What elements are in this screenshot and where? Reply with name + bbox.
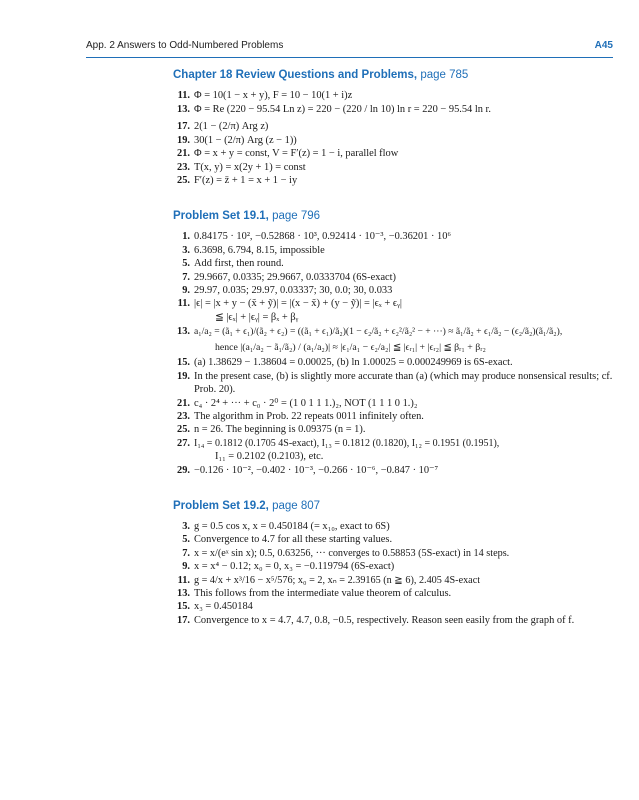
answer-item: 21. c₄ · 2⁴ + ··· + c₀ · 2⁰ = (1 0 1 1 1.)₂, NOT (1 1 1 0 1.)₂ <box>177 397 418 409</box>
answer-item: 11. Φ = 10(1 − x + y), F = 10 − 10(1 + i)z <box>177 90 353 101</box>
answer-item: 25. F′(z) = z̄ + 1 = x + 1 − iy <box>177 175 298 187</box>
section-title: Problem Set 19.2, page 807 <box>173 499 321 512</box>
header-title: App. 2 Answers to Odd-Numbered Problems <box>86 40 284 51</box>
answer-item: 19. In the present case, (b) is slightly more accurate than (a) (which may produce nonsensical results; cf. Prob. 20). <box>177 370 613 396</box>
answer-item: 25. n = 26. The beginning is 0.09375 (n = 1). <box>177 424 366 436</box>
answer-item: 23. T(x, y) = x(2y + 1) = const <box>177 161 306 173</box>
section-problem-set-19-1 <box>173 209 618 477</box>
page-number: A45 <box>594 40 613 51</box>
answers-content <box>173 68 618 649</box>
answer-item: 7. x = x/(eˣ sin x); 0.5, 0.63256, ··· converges to 0.58853 (5S-exact) in 14 steps. <box>182 547 510 559</box>
answer-continuation: hence |(a₁/a₂ − ã₁/ã₂) / (a₁/a₂)| ≈ |ϵ₁/a₁ − ϵ₂/a₂| ≦ |ϵᵣ₁| + |ϵᵣ₂| ≦ βᵣ₁ + βᵣ₂ <box>215 342 486 354</box>
answer-item: 19. 30(1 − (2/π) Arg (z − 1)) <box>177 134 297 146</box>
answer-item: 7. 29.9667, 0.0335; 29.9667, 0.0333704 (6S-exact) <box>182 271 397 283</box>
section-title: Chapter 18 Review Questions and Problems, page 785 <box>173 69 469 81</box>
answer-item: 5. Convergence to 4.7 for all these starting values. <box>182 534 393 546</box>
answer-item: 27. I₁₄ = 0.1812 (0.1705 4S-exact), I₁₃ = 0.1812 (0.1820), I₁₂ = 0.1951 (0.1951), <box>177 437 500 449</box>
answer-item: 9. x = x⁴ − 0.12; x₀ = 0, x₃ = −0.119794 (6S-exact) <box>182 561 395 573</box>
answer-item: 29. −0.126 · 10⁻², −0.402 · 10⁻³, −0.266 · 10⁻⁶, −0.847 · 10⁻⁷ <box>177 464 439 476</box>
answer-item: 15. x₃ = 0.450184 <box>177 601 253 613</box>
answer-continuation: I₁₁ = 0.2102 (0.2103), etc. <box>215 451 324 463</box>
answer-continuation: ≦ |ϵₓ| + |ϵᵧ| = βₓ + βᵧ <box>215 311 299 323</box>
answer-item: 3. g = 0.5 cos x, x = 0.450184 (= x₁₀, exact to 6S) <box>182 520 390 532</box>
section-title: Problem Set 19.1, page 796 <box>173 210 321 223</box>
answer-item: 13. Φ = Re (220 − 95.54 Ln z) = 220 − (220 / ln 10) ln r = 220 − 95.54 ln r. <box>177 104 492 116</box>
section-problem-set-19-2 <box>173 499 618 627</box>
answer-item: 9. 29.97, 0.035; 29.97, 0.03337; 30, 0.0; 30, 0.033 <box>182 285 393 297</box>
answer-item: 13. This follows from the intermediate value theorem of calculus. <box>177 587 452 599</box>
answer-item: 11. |ϵ| = |x + y − (x̃ + ỹ)| = |(x − x̃) + (y − ỹ)| = |ϵₓ + ϵᵧ| <box>177 298 402 310</box>
answer-item: 23. The algorithm in Prob. 22 repeats 0011 infinitely often. <box>177 410 424 422</box>
answer-item: 17. 2(1 − (2/π) Arg z) <box>177 121 269 133</box>
answer-item: 1. 0.84175 · 10², −0.52868 · 10³, 0.92414 · 10⁻³, −0.36201 · 10⁶ <box>182 231 452 243</box>
answer-item: 13. a₁/a₂ = (ã₁ + ϵ₁)/(ã₂ + ϵ₂) = ((ã₁ + ϵ₁)/ã₂)(1 − ϵ₂/ã₂ + ϵ₂²/ã₂² − + ···) ≈ ã₁/ã₂ + ϵ₁/ã₂ − (ϵ₂/ã₂)(ã₁/ã₂), <box>177 326 563 338</box>
answer-item: 5. Add first, then round. <box>182 258 284 270</box>
answer-item: 11. g = 4/x + x³/16 − x⁵/576; x₀ = 2, xₙ = 2.39165 (n ≧ 6), 2.405 4S-exact <box>177 574 481 586</box>
section-chapter-18-review <box>173 68 618 187</box>
answer-item: 17. Convergence to x = 4.7, 4.7, 0.8, −0.5, respectively. Reason seen easily from the graph of f. <box>177 614 575 626</box>
running-header <box>86 40 613 54</box>
answer-item: 3. 6.3698, 6.794, 8.15, impossible <box>182 244 325 256</box>
header-rule <box>86 57 613 58</box>
answer-item: 15. (a) 1.38629 − 1.38604 = 0.00025, (b) ln 1.00025 = 0.000249969 is 6S-exact. <box>177 357 513 369</box>
answer-item: 21. Φ = x + y = const, V = F′(z) = 1 − i, parallel flow <box>177 148 399 160</box>
